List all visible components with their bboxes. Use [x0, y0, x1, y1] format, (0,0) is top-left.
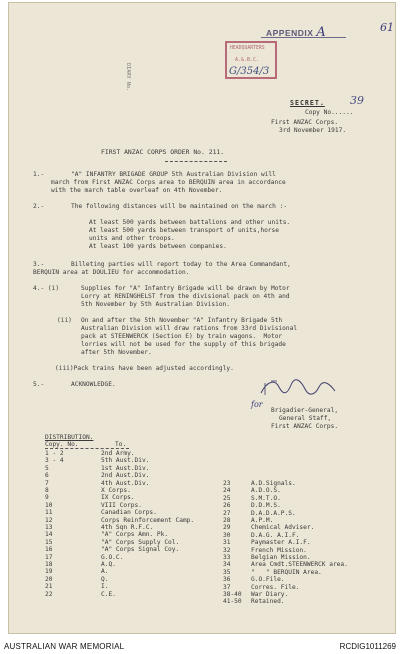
para4-ii-line: Australian Division will draw rations from 33rd Divisional: [81, 325, 298, 332]
para4-i-line: 5th November by 5th Australian Division.: [81, 301, 231, 308]
distribution-recipient: D.D.M.S.: [251, 502, 281, 510]
distribution-recipient: A.: [101, 568, 109, 576]
para4-iii: (iii)Pack trains have been adjusted accordingly.: [55, 365, 234, 372]
distribution-recipient: "A" Corps Supply Col.: [101, 538, 180, 546]
para2-item: At least 500 yards between transport of units,horse: [89, 227, 279, 234]
distribution-copy-no: 27: [223, 509, 231, 517]
handwritten-signature: [257, 377, 337, 401]
distribution-recipient: IX Corps.: [101, 494, 135, 502]
para3-line: BERQUIN area at DOULIEU for accommodation.: [33, 269, 190, 276]
distribution-recipient: " " BERQUIN Area.: [251, 568, 322, 576]
para4-ii-number: (ii): [57, 317, 72, 324]
stamp-line2: A.&.B.C.: [235, 57, 260, 63]
distribution-copy-no: 1 - 2: [45, 450, 64, 457]
distribution-copy-no: 41-50: [223, 598, 242, 606]
distribution-copy-no: 16: [45, 546, 53, 554]
title-underline: [165, 161, 227, 162]
signatory-unit: First ANZAC Corps.: [271, 423, 339, 430]
distribution-copy-no: 15: [45, 538, 53, 546]
distribution-recipient: 1st Aust.Div.: [101, 464, 150, 472]
distribution-recipient: Corps Reinforcement Camp.: [101, 516, 195, 524]
distribution-copy-no: 11: [45, 509, 53, 517]
appendix-label: APPENDIX A: [266, 25, 327, 40]
para1-line: march from First ANZAC Corps area to BERQUIN area in accordance: [51, 179, 286, 186]
distribution-copy-no: 36: [223, 576, 231, 584]
para3-line: Billeting parties will report today to the Area Commandant,: [71, 261, 291, 268]
distribution-copy-no: 30: [223, 531, 231, 539]
distribution-copy-no: 20: [45, 575, 53, 583]
distribution-copy-no: 3 - 4: [45, 457, 64, 465]
distribution-recipient: "A" Corps Signal Coy.: [101, 546, 180, 554]
distribution-recipient: Belgian Mission.: [251, 554, 311, 561]
distribution-copy-no: 28: [223, 517, 231, 524]
distribution-recipient: Retained.: [251, 598, 285, 606]
distribution-recipient: French Mission.: [251, 546, 307, 554]
distribution-copy-no: 33: [223, 554, 231, 561]
distribution-heading: DISTRIBUTION.: [45, 434, 94, 441]
appendix-letter: A: [316, 25, 327, 40]
distribution-recipient: 4th Sqn R.F.C.: [101, 524, 154, 531]
distribution-recipient: A.P.M.: [251, 517, 274, 524]
distribution-recipient: Corres. File.: [251, 583, 300, 591]
distribution-copy-no: 13: [45, 524, 53, 531]
distribution-copy-no: 23: [223, 480, 231, 487]
page-number: 61: [380, 21, 394, 34]
distribution-copy-no: 26: [223, 502, 231, 510]
distribution-recipient: Q.: [101, 575, 109, 583]
copy-no: Copy No......: [305, 109, 354, 116]
distribution-recipient: X Corps.: [101, 487, 131, 494]
distribution-copy-no: 12: [45, 516, 53, 524]
para2-item: units and other troops.: [89, 235, 175, 242]
distribution-recipient: A.D.O.S.: [251, 487, 281, 495]
distribution-recipient: D.A.D.A.P.S.: [251, 509, 296, 517]
stamp-handwritten: G/354/3: [229, 66, 270, 77]
headquarters-stamp: [225, 41, 277, 79]
distribution-copy-no: 19: [45, 568, 53, 576]
distribution-copy-no: 34: [223, 561, 231, 569]
para2-item: At least 100 yards between companies.: [89, 243, 227, 250]
document-page: [8, 2, 396, 634]
distribution-recipient: Paymaster A.I.F.: [251, 539, 311, 547]
stamp-line1: HEADQUARTERS: [230, 46, 265, 51]
signatory-role: General Staff,: [279, 415, 332, 422]
copy-no-handwritten: 39: [350, 94, 364, 107]
distribution-copy-no: 24: [223, 487, 231, 495]
signature-for: for: [251, 400, 263, 409]
distribution-recipient: Chemical Adviser.: [251, 524, 315, 532]
issuer: First ANZAC Corps.: [271, 119, 339, 126]
para1-number: 1.-: [33, 171, 45, 178]
secret-marking: SECRET.: [290, 99, 325, 107]
distribution-recipient: VIII Corps.: [101, 501, 142, 509]
distribution-copy-no: 29: [223, 524, 231, 532]
distribution-copy-no: 25: [223, 494, 231, 502]
distribution-copy-no: 21: [45, 583, 53, 591]
distribution-header-rule: [45, 448, 129, 449]
distribution-recipient: "A" Corps Amn. Pk.: [101, 531, 169, 539]
distribution-copy-no: 18: [45, 561, 53, 568]
diary-vertical-stamp: DIARY No.: [125, 63, 131, 92]
distribution-recipient: 4th Aust.Div.: [101, 479, 150, 487]
distribution-copy-no: 8: [45, 487, 49, 494]
distribution-copy-no: 6: [45, 472, 49, 480]
distribution-recipient: A.Q.: [101, 561, 116, 568]
archive-footer: [0, 638, 404, 654]
para4-ii-line: lorries will not be used for the supply of this brigade: [81, 341, 286, 348]
para3-number: 3.-: [33, 261, 45, 268]
distribution-copy-no: 17: [45, 553, 53, 561]
distribution-recipient: Area Cmdt.STEENWERCK area.: [251, 561, 348, 569]
issue-date: 3rd November 1917.: [279, 127, 347, 134]
distribution-recipient: War Diary.: [251, 591, 289, 598]
para1-line: "A" INFANTRY BRIGADE GROUP 5th Australian Division will: [71, 171, 276, 178]
distribution-recipient: G.O.C.: [101, 553, 124, 561]
footer-institution: AUSTRALIAN WAR MEMORIAL: [4, 642, 125, 651]
para2-item: At least 500 yards between battalions and other units.: [89, 219, 291, 226]
distribution-copy-no: 9: [45, 494, 49, 502]
distribution-copy-no: 5: [45, 464, 49, 472]
para4-ii-line: pack at STEENWERCK (Section E) by train wagons. Motor: [81, 333, 283, 340]
distribution-recipient: Canadian Corps.: [101, 509, 157, 517]
order-title: FIRST ANZAC CORPS ORDER No. 211.: [101, 148, 225, 156]
distribution-copy-no: 10: [45, 501, 53, 509]
appendix-underline: [261, 37, 346, 38]
para1-line: with the march table overleaf on 4th November.: [51, 187, 223, 194]
distribution-copy-no: 31: [223, 539, 231, 547]
para4-number: 4.- (i): [33, 285, 60, 292]
distribution-copy-no: 38-40: [223, 591, 242, 598]
para4-ii-line: after 5th November.: [81, 349, 152, 356]
para4-ii-line: On and after the 5th November "A" Infantry Brigade 5th: [81, 317, 283, 324]
acknowledge: ACKNOWLEDGE.: [71, 381, 116, 388]
distribution-copy-no: 37: [223, 583, 231, 591]
footer-record-id: RCDIG1011269: [339, 642, 396, 651]
distribution-recipient: D.A.G. A.I.F.: [251, 531, 300, 539]
distribution-copy-no: 22: [45, 590, 53, 598]
distribution-recipient: S.M.T.O.: [251, 494, 281, 502]
distribution-recipient: I.: [101, 583, 109, 591]
distribution-recipient: G.O.File.: [251, 576, 285, 584]
para5-number: 5.-: [33, 381, 45, 388]
para4-i-line: Lorry at RENINGHELST from the divisional pack on 4th and: [81, 293, 290, 300]
distribution-copy-no: 35: [223, 568, 231, 576]
distribution-recipient: C.E.: [101, 590, 116, 598]
signatory-rank: Brigadier-General,: [271, 407, 339, 414]
distribution-recipient: 2nd Aust.Div.: [101, 472, 150, 480]
distribution-recipient: 5th Aust.Div.: [101, 457, 150, 465]
para4-i-line: Supplies for "A" Infantry Brigade will be drawn by Motor: [81, 285, 290, 292]
distribution-copy-no: 32: [223, 546, 231, 554]
para2-number: 2.-: [33, 203, 45, 210]
distribution-recipient: A.D.Signals.: [251, 480, 296, 487]
distribution-col-to: To.: [115, 441, 127, 448]
distribution-copy-no: 14: [45, 531, 53, 539]
distribution-col-copy: Copy. No.: [45, 441, 79, 448]
distribution-copy-no: 7: [45, 479, 49, 487]
para2-intro: The following distances will be maintained on the march :-: [71, 203, 288, 210]
distribution-recipient: 2nd Army.: [101, 450, 135, 457]
